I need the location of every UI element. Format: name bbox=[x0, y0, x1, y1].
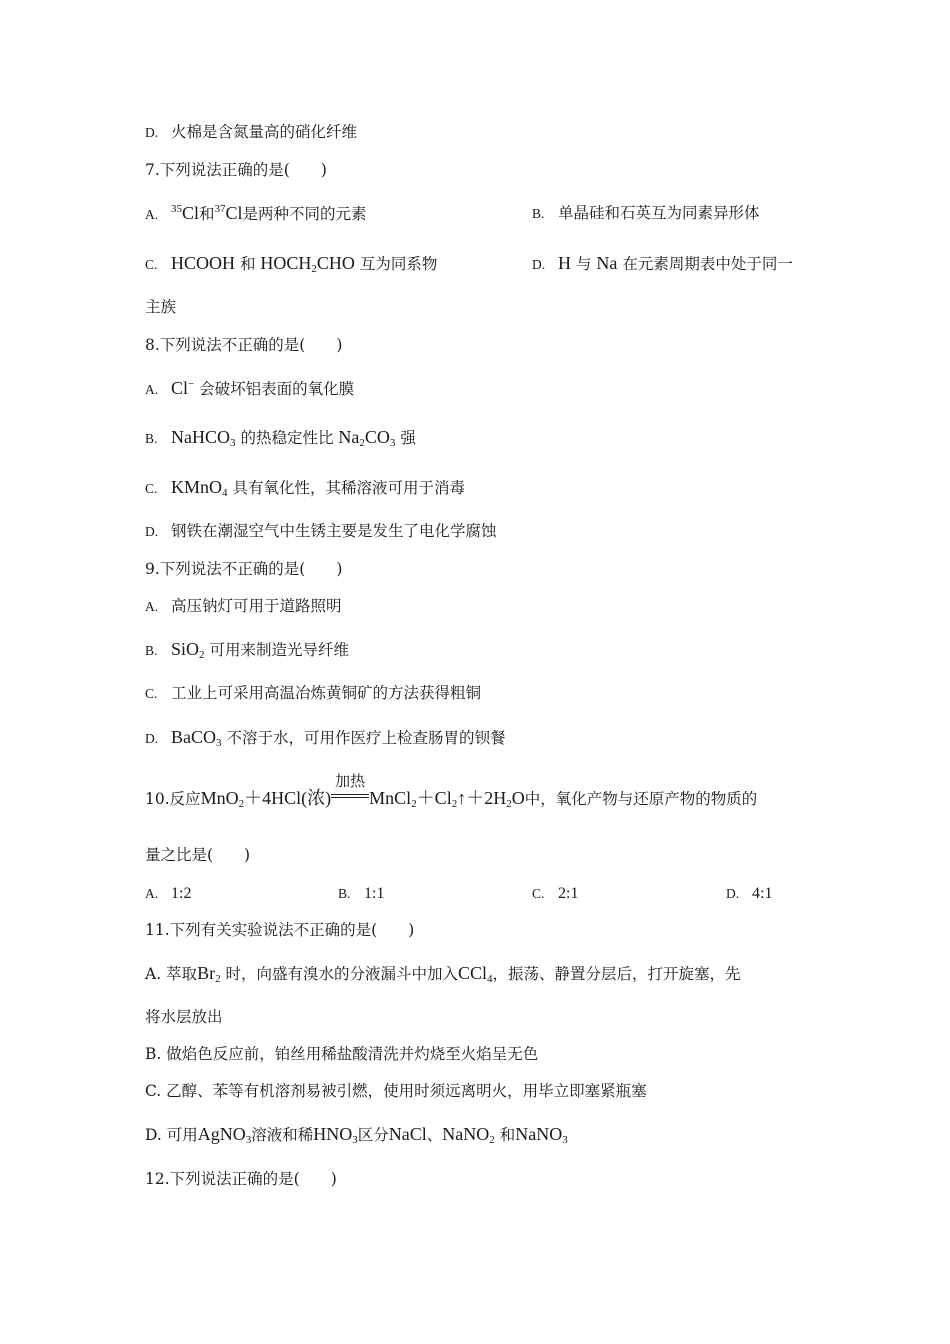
option-letter: B. bbox=[338, 886, 351, 901]
option-text: 强 bbox=[400, 429, 416, 447]
option-text: 与 bbox=[575, 255, 592, 273]
q10-option-a bbox=[145, 883, 191, 904]
q10-option-b bbox=[338, 883, 384, 904]
option-text: 、 bbox=[426, 1126, 443, 1144]
q9-option-c bbox=[145, 683, 481, 704]
option-letter: C. bbox=[145, 481, 158, 496]
formula-hcooh: HCOOH bbox=[171, 253, 236, 273]
option-text: 和 bbox=[199, 205, 215, 223]
formula-h: H bbox=[558, 253, 571, 273]
option-text: 溶液和稀 bbox=[251, 1126, 314, 1144]
option-letter: A. bbox=[145, 382, 159, 397]
formula-sio2: SiO$_2$ bbox=[171, 639, 205, 661]
option-text: 和 bbox=[239, 255, 256, 273]
q9-stem: 9.下列说法不正确的是( ) bbox=[145, 560, 343, 578]
option-letter: B. bbox=[145, 643, 158, 658]
option-text: 和 bbox=[499, 1126, 516, 1144]
option-letter: D. bbox=[145, 125, 159, 140]
formula-cl-ion: Cl− bbox=[171, 378, 195, 398]
option-text: 2:1 bbox=[558, 885, 579, 902]
option-text: 1:1 bbox=[364, 885, 385, 902]
option-text: 4:1 bbox=[752, 885, 773, 902]
option-text: 会破坏铝表面的氧化膜 bbox=[199, 380, 355, 398]
option-text: 区分 bbox=[357, 1126, 389, 1144]
heating-condition: 加热 bbox=[331, 794, 369, 804]
option-text: 互为同系物 bbox=[359, 255, 438, 273]
option-letter: B. bbox=[145, 431, 158, 446]
q8-option-b bbox=[145, 427, 416, 449]
q12-stem: 12.下列说法正确的是( ) bbox=[145, 1170, 337, 1188]
q11-stem: 11.下列有关实验说法不正确的是( ) bbox=[145, 921, 415, 939]
option-letter: C. bbox=[145, 257, 158, 272]
option-letter: A. bbox=[145, 886, 159, 901]
q7-option-d-continued: 主族 bbox=[145, 298, 177, 316]
option-letter: C. bbox=[532, 886, 545, 901]
formula-hno3: $HNO_3$ bbox=[313, 1124, 358, 1146]
formula-cl35: $^{35}$Cl bbox=[171, 203, 200, 223]
q7-option-c bbox=[145, 253, 437, 275]
q8-stem: 8.下列说法不正确的是( ) bbox=[145, 336, 343, 354]
q7-option-b bbox=[532, 203, 760, 224]
option-letter: A. bbox=[145, 207, 159, 222]
formula-na: Na bbox=[596, 253, 618, 273]
formula-baco3: BaCO$_3$ bbox=[171, 727, 222, 749]
formula-kmno4: KMnO$_4$ bbox=[171, 477, 228, 499]
q8-option-a bbox=[145, 378, 354, 400]
option-text: 1:2 bbox=[171, 885, 192, 902]
q10-stem-continued: 量之比是( ) bbox=[145, 846, 251, 864]
q10-stem bbox=[145, 774, 758, 810]
option-text: 单晶硅和石英互为同素异形体 bbox=[558, 204, 760, 222]
q10-option-c bbox=[532, 883, 578, 904]
formula-ccl4: CCl$_4$ bbox=[458, 963, 493, 985]
q9-option-d bbox=[145, 727, 505, 749]
stem-text: 中，氧化产物与还原产物的物质的 bbox=[524, 790, 758, 808]
option-text: 在元素周期表中处于同一 bbox=[622, 255, 793, 273]
option-letter: D. bbox=[145, 731, 159, 746]
option-text: 高压钠灯可用于道路照明 bbox=[171, 597, 342, 615]
q11-option-d bbox=[145, 1124, 568, 1145]
q10-option-d bbox=[726, 883, 772, 904]
formula-nano2: NaNO$_2$ bbox=[442, 1124, 495, 1146]
formula-agno3: AgNO$_3$ bbox=[197, 1124, 252, 1146]
formula-hoch2cho: $HOCH_2CHO$ bbox=[260, 253, 355, 275]
q9-option-a bbox=[145, 596, 342, 617]
option-text: 可用来制造光导纤维 bbox=[209, 641, 349, 659]
option-text: 具有氧化性，其稀溶液可用于消毒 bbox=[232, 479, 465, 497]
q8-option-c bbox=[145, 477, 465, 499]
option-text: ，振荡、静置分层后，打开旋塞，先 bbox=[492, 965, 741, 983]
option-text: A. 萃取 bbox=[145, 965, 198, 983]
formula-br2: $Br_2$ bbox=[197, 963, 221, 985]
option-letter: C. bbox=[145, 686, 158, 701]
formula-nahco3: NaHCO$_3$ bbox=[171, 427, 236, 449]
q6-option-d bbox=[145, 122, 357, 143]
option-text: 时，向盛有溴水的分液漏斗中加入 bbox=[225, 965, 459, 983]
formula-nano3: NaNO$_3$ bbox=[515, 1124, 568, 1146]
option-letter: D. bbox=[145, 524, 159, 539]
formula-na2co3: $Na_2CO_3$ bbox=[338, 427, 396, 449]
option-text: 钢铁在潮湿空气中生锈主要是发生了电化学腐蚀 bbox=[171, 522, 497, 540]
option-text: 火棉是含氮量高的硝化纤维 bbox=[171, 123, 358, 141]
q9-option-b bbox=[145, 639, 349, 661]
option-letter: D. bbox=[532, 257, 546, 272]
q11-option-a bbox=[145, 963, 741, 984]
q7-option-a bbox=[145, 203, 367, 225]
q11-option-b: B. 做焰色反应前，铂丝用稀盐酸清洗并灼烧至火焰呈无色 bbox=[145, 1045, 539, 1063]
q11-option-c: C. 乙醇、苯等有机溶剂易被引燃，使用时须远离明火，用毕立即塞紧瓶塞 bbox=[145, 1082, 647, 1100]
option-letter: A. bbox=[145, 599, 159, 614]
option-letter: D. bbox=[726, 886, 740, 901]
option-text: 是两种不同的元素 bbox=[242, 205, 367, 223]
option-text: D. 可用 bbox=[145, 1126, 198, 1144]
q8-option-d bbox=[145, 521, 497, 542]
formula-cl37: $^{37}$Cl bbox=[214, 203, 243, 223]
option-text: 的热稳定性比 bbox=[240, 429, 334, 447]
formula-nacl: NaCl bbox=[388, 1124, 427, 1144]
option-text: 工业上可采用高温冶炼黄铜矿的方法获得粗铜 bbox=[171, 684, 482, 702]
q11-option-a-continued: 将水层放出 bbox=[145, 1008, 223, 1026]
stem-text: 10.反应 bbox=[145, 790, 201, 808]
reaction-equation: MnO$_2$＋4HCl(浓) 加热 $MnCl_2+Cl_2↑+2H_2O$ bbox=[200, 774, 525, 810]
option-letter: B. bbox=[532, 206, 545, 221]
q7-stem: 7.下列说法正确的是( ) bbox=[145, 161, 327, 179]
q7-option-d bbox=[532, 253, 793, 275]
option-text: 不溶于水，可用作医疗上检查肠胃的钡餐 bbox=[226, 729, 506, 747]
